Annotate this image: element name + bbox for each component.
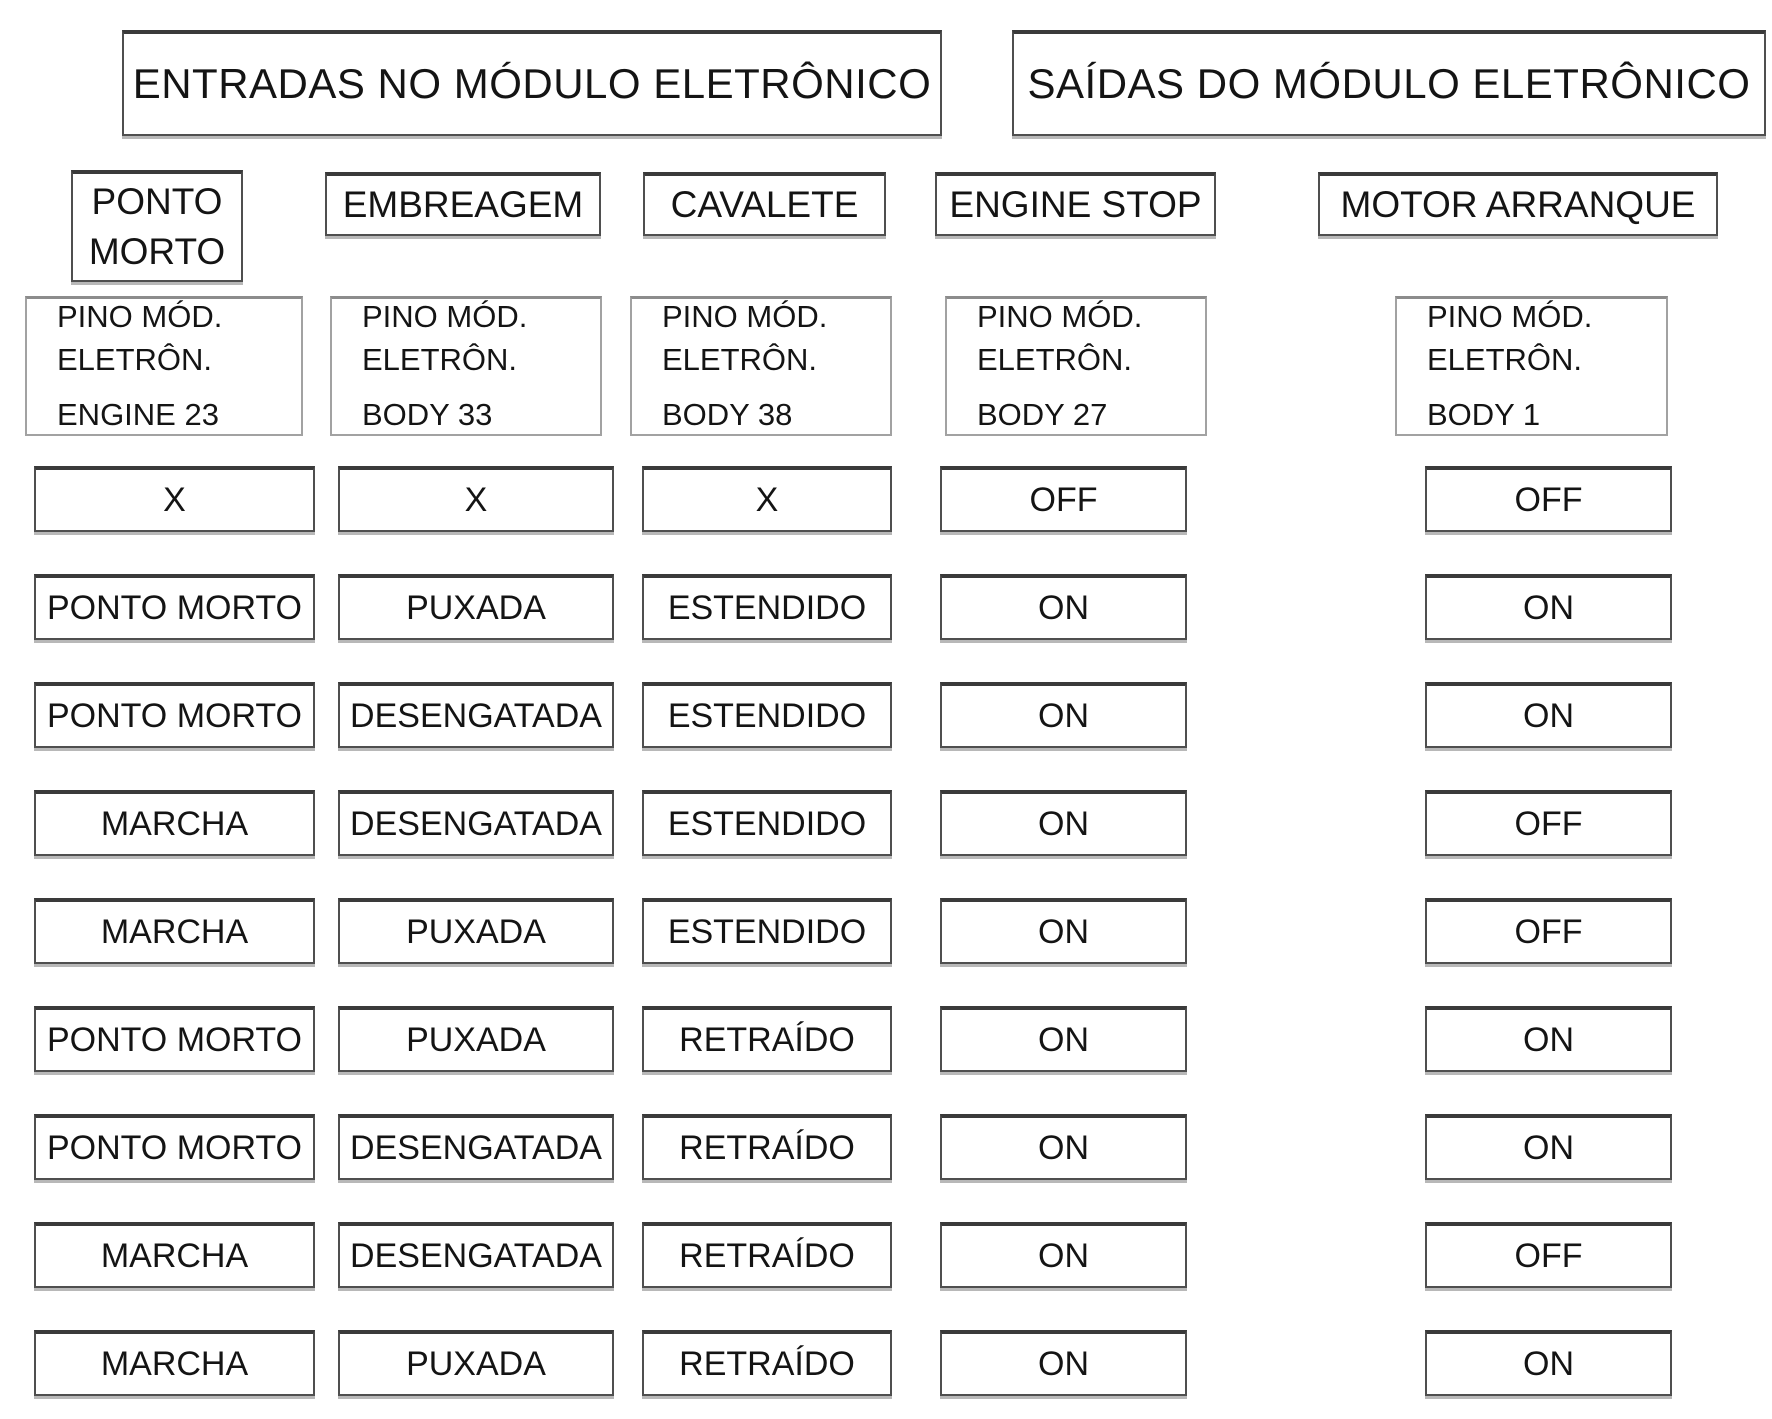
- column-header-engine-stop: ENGINE STOP: [935, 172, 1216, 236]
- table-cell: RETRAÍDO: [642, 1222, 892, 1288]
- pin-line: PINO MÓD.: [1427, 299, 1593, 335]
- table-cell: OFF: [1425, 466, 1672, 532]
- table-cell: ON: [940, 790, 1187, 856]
- table-cell: MARCHA: [34, 1222, 315, 1288]
- table-cell: DESENGATADA: [338, 1222, 614, 1288]
- table-cell: ESTENDIDO: [642, 790, 892, 856]
- pin-line: BODY 33: [362, 396, 493, 432]
- table-cell: DESENGATADA: [338, 682, 614, 748]
- pin-line: PINO MÓD.: [57, 299, 223, 335]
- table-cell: PUXADA: [338, 574, 614, 640]
- table-cell: X: [642, 466, 892, 532]
- table-cell: PONTO MORTO: [34, 1114, 315, 1180]
- table-cell: ON: [940, 1114, 1187, 1180]
- column-header-label: MORTO: [88, 231, 226, 272]
- pin-line: ELETRÔN.: [662, 342, 818, 378]
- table-cell: PUXADA: [338, 1330, 614, 1396]
- pin-line: PINO MÓD.: [662, 299, 828, 335]
- pin-line: BODY 38: [662, 396, 793, 432]
- pin-label-embreagem: [330, 296, 602, 436]
- table-cell: OFF: [1425, 790, 1672, 856]
- table-cell: ON: [1425, 682, 1672, 748]
- table-cell: RETRAÍDO: [642, 1114, 892, 1180]
- pin-line: PINO MÓD.: [977, 299, 1143, 335]
- table-cell: PONTO MORTO: [34, 1006, 315, 1072]
- section-header-outputs: SAÍDAS DO MÓDULO ELETRÔNICO: [1012, 30, 1766, 136]
- table-cell: X: [34, 466, 315, 532]
- table-cell: ON: [940, 682, 1187, 748]
- pin-line: ELETRÔN.: [362, 342, 518, 378]
- pin-line: BODY 1: [1427, 396, 1541, 432]
- section-header-inputs: ENTRADAS NO MÓDULO ELETRÔNICO: [122, 30, 942, 136]
- table-cell: OFF: [1425, 1222, 1672, 1288]
- table-cell: OFF: [1425, 898, 1672, 964]
- pin-line: ELETRÔN.: [977, 342, 1133, 378]
- table-cell: ESTENDIDO: [642, 574, 892, 640]
- table-cell: MARCHA: [34, 790, 315, 856]
- table-cell: X: [338, 466, 614, 532]
- pin-line: PINO MÓD.: [362, 299, 528, 335]
- column-header-motor-arranque: MOTOR ARRANQUE: [1318, 172, 1718, 236]
- pin-label-engine-stop: [945, 296, 1207, 436]
- table-cell: PUXADA: [338, 898, 614, 964]
- pin-line: ELETRÔN.: [57, 342, 213, 378]
- pin-line: ELETRÔN.: [1427, 342, 1583, 378]
- pin-label-cavalete: [630, 296, 892, 436]
- column-header-label: PONTO: [91, 181, 223, 223]
- table-cell: RETRAÍDO: [642, 1330, 892, 1396]
- pin-line: BODY 27: [977, 396, 1108, 432]
- pin-label-motor-arranque: [1395, 296, 1668, 436]
- table-cell: PONTO MORTO: [34, 574, 315, 640]
- table-cell: ON: [1425, 1114, 1672, 1180]
- column-header-cavalete: CAVALETE: [643, 172, 886, 236]
- table-cell: ESTENDIDO: [642, 898, 892, 964]
- table-cell: ON: [1425, 1330, 1672, 1396]
- table-cell: RETRAÍDO: [642, 1006, 892, 1072]
- table-cell: PUXADA: [338, 1006, 614, 1072]
- table-cell: PONTO MORTO: [34, 682, 315, 748]
- table-cell: ON: [940, 1330, 1187, 1396]
- pin-label-ponto-morto: [25, 296, 303, 436]
- table-cell: ON: [940, 1222, 1187, 1288]
- column-header-embreagem: EMBREAGEM: [325, 172, 601, 236]
- column-header-ponto-morto: [71, 170, 243, 282]
- table-cell: DESENGATADA: [338, 1114, 614, 1180]
- table-cell: ON: [1425, 574, 1672, 640]
- table-cell: MARCHA: [34, 1330, 315, 1396]
- pin-line: ENGINE 23: [57, 396, 219, 432]
- table-cell: ON: [940, 898, 1187, 964]
- table-cell: ESTENDIDO: [642, 682, 892, 748]
- table-cell: OFF: [940, 466, 1187, 532]
- table-cell: ON: [940, 574, 1187, 640]
- table-cell: DESENGATADA: [338, 790, 614, 856]
- table-cell: ON: [940, 1006, 1187, 1072]
- table-cell: ON: [1425, 1006, 1672, 1072]
- table-cell: MARCHA: [34, 898, 315, 964]
